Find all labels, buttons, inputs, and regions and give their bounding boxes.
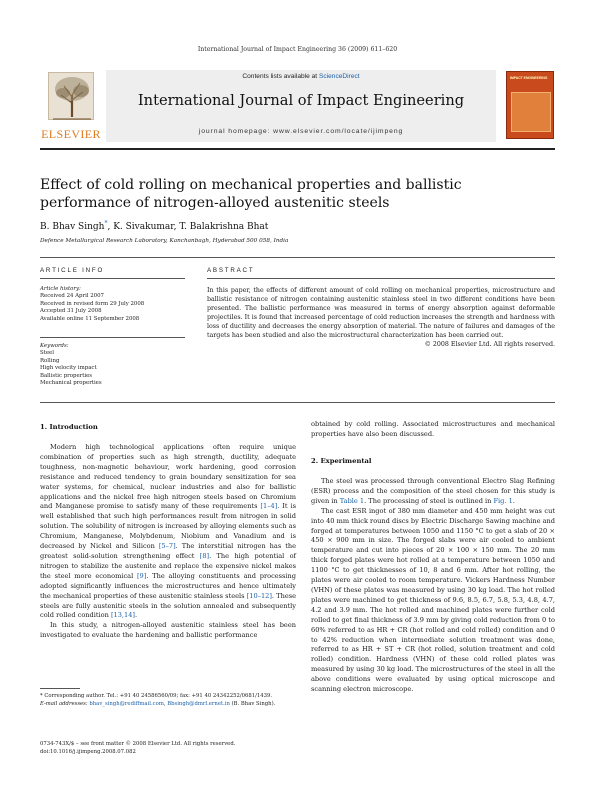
table-link[interactable]: Table 1 xyxy=(339,496,365,505)
citation-link[interactable]: [8] xyxy=(199,551,210,560)
author-rest: , K. Sivakumar, T. Balakrishna Bhat xyxy=(107,222,269,232)
journal-header-box xyxy=(106,70,496,142)
email-addresses: E-mail addresses: bhav_singh@rediffmail.com, Bbsingh@dmrl.ernet.in (B. Bhav Singh). xyxy=(40,700,276,707)
article-history xyxy=(40,286,185,323)
affiliation-rule xyxy=(40,257,555,258)
experimental-paragraph: The steel was processed through conventional Electro Slag Refining (ESR) process and the composition of the steel chosen for this study is given in Table 1. The processing of steel is outlined in Fig. 1. xyxy=(311,477,555,505)
keyword: Steel xyxy=(40,350,54,357)
intro-paragraph: In this study, a nitrogen-alloyed austenitic stainless steel has been investigated to evaluate the hardening and ballistic performance xyxy=(40,621,296,640)
introduction-heading: 1. Introduction xyxy=(40,423,98,431)
issn-line: 0734-743X/$ – see front matter © 2008 Elsevier Ltd. All rights reserved. xyxy=(40,741,236,747)
abstract-body xyxy=(207,286,555,349)
author-list xyxy=(40,220,555,232)
journal-homepage[interactable]: journal homepage: www.elsevier.com/locate/ijimpeng xyxy=(198,128,404,135)
citation-link[interactable]: [9] xyxy=(136,571,147,580)
abstract-rule xyxy=(207,278,555,279)
sciencedirect-link[interactable]: ScienceDirect xyxy=(318,73,360,80)
article-info-rule xyxy=(40,278,185,279)
abstract-copyright: © 2008 Elsevier Ltd. All rights reserved. xyxy=(424,341,555,348)
keyword: High velocity impact xyxy=(40,365,97,372)
abstract-text: In this paper, the effects of different amount of cold rolling on mechanical properties, microstructure and ballistic resistance of nitrogen containing austenitic stainless steel in two different conditions have been presented. The ballistic performance was measured in terms of energy absorption against deformable projectiles. It is found that increased percentage of cold reduction increases the strength and hardness with loss of ductility and decreases the energy absorption of material. The nature of failures and damages of the targets has been studied and also the microstructural characterization has been carried out. xyxy=(207,287,555,339)
publisher-name: ELSEVIER xyxy=(41,127,101,141)
running-head: International Journal of Impact Engineering 36 (2009) 611–620 xyxy=(197,46,398,53)
elsevier-logo[interactable] xyxy=(40,72,102,140)
history-label: Article history: xyxy=(40,286,81,292)
experimental-paragraph: The cast ESR ingot of 380 mm diameter and 450 mm height was cut into 40 mm thick round discs by Electric Discharge Sawing machine and forged at temperatures between 1050 and 1150 °C to get a slab of 20 × 450 × 900 mm in size. The forged slabs were air cooled to ambient temperature and cut into pieces of 20 × 100 × 150 mm. The 20 mm thick forged plates were hot rolled at a temperature between 1050 and 1100 °C to get thicknesses of 10, 8 and 6 mm. After hot rolling, the plates were air cooled to room temperature. Vickers Hardness Number (VHN) of these plates was measured by using 30 kg load. The hot rolled plates were machined to get thickness of 9.6, 8.5, 6.7, 5.8, 5.3, 4.8, 4.7, 4.2 and 3.9 mm. The hot rolled and machined plates were further cold rolled to get final thickness of 3.9 mm by giving cold reduction from 0 to 60% referred to as HR + CR (hot rolled and cold rolled) condition and 0 to 42% reduction when intermediate solution treatment was done, referred to as HR + ST + CR (hot rolled, solution treatment and cold rolled) condition. Hardness (VHN) of these cold rolled plates was measured by using 30 kg load. The microstructures of the steel in all the above conditions were evaluated by using optical microscope and scanning electron microscope. xyxy=(311,506,555,694)
experimental-heading: 2. Experimental xyxy=(311,457,372,465)
corresponding-author-mark[interactable]: * xyxy=(104,220,108,227)
citation-link[interactable]: [1–4] xyxy=(260,502,278,511)
footnote-rule xyxy=(40,688,80,689)
contents-prefix: Contents lists available at xyxy=(242,73,319,80)
abstract-heading: ABSTRACT xyxy=(207,267,255,274)
affiliation: Defence Metallurgical Research Laboratory, Kanchanbagh, Hyderabad 500 058, India xyxy=(40,238,289,244)
email-link[interactable]: Bbsingh@dmrl.ernet.in xyxy=(167,700,230,707)
history-item: Received 24 April 2007 xyxy=(40,293,104,300)
intro-paragraph: Modern high technological applications often require unique combination of properties such as high strength, ductility, adequate toughness, non-magnetic behaviour, work hardening, good corrosion resistance and reduced tendency to grain boundary sensitization for sea water systems, for chemical, nuclear industries and also for ballistic applications and the nickel free high nitrogen steels based on Chromium and Manganese promise to satisfy many of these requirements [1–4]. It is well established that such high performances result from nitrogen in solid solution. The solubility of nitrogen is increased by alloying elements such as Chromium, Manganese, Molybdenum, Niobium and Vanadium and is decreased by Nickel and Silicon [5–7]. The interstitial nitrogen has the greatest solid-solution strengthening effect [8]. The high potential of nitrogen to stabilize the austenite and replace the expensive nickel makes the steel more economical [9]. The alloying constituents and processing adopted significantly influences the microstructures and hence ultimately the mechanical properties of these austenitic stainless steels [10–12]. These steels are fully austenitic steels in the solution annealed and subsequently cold rolled condition [13,14]. xyxy=(40,443,297,620)
cover-title: IMPACT ENGINEERING xyxy=(510,76,548,80)
contents-line xyxy=(106,73,496,80)
history-item: Accepted 31 July 2008 xyxy=(40,308,102,315)
article-info-heading: ARTICLE INFO xyxy=(40,267,105,274)
citation-link[interactable]: [10–12] xyxy=(246,591,272,600)
article-title: Effect of cold rolling on mechanical properties and ballistic performance of nitrogen-alloyed austenitic steels xyxy=(40,177,462,211)
cover-image xyxy=(511,92,551,132)
keyword: Rolling xyxy=(40,357,60,364)
page-footer xyxy=(40,741,296,756)
doi-line[interactable]: doi:10.1016/j.ijimpeng.2008.07.082 xyxy=(40,748,136,755)
keywords-label: Keywords: xyxy=(40,343,69,349)
footnote xyxy=(40,693,296,708)
email-link[interactable]: bhav_singh@rediffmail.com xyxy=(89,700,164,707)
keywords-rule xyxy=(40,337,185,338)
right-column-continuation: obtained by cold rolling. Associated microstructures and mechanical properties have also been discussed. xyxy=(311,420,555,438)
body-rule xyxy=(40,402,555,403)
journal-banner xyxy=(40,70,555,142)
corresponding-author-note: * Corresponding author. Tel.: +91 40 24586560/09; fax: +91 40 24342252/0681/1439. xyxy=(40,693,273,699)
keyword: Mechanical properties xyxy=(40,380,102,387)
history-item: Available online 11 September 2008 xyxy=(40,315,140,322)
elsevier-tree-icon xyxy=(48,72,94,120)
journal-cover-thumbnail[interactable] xyxy=(506,71,554,139)
author-first: B. Bhav Singh xyxy=(40,222,105,232)
keywords xyxy=(40,343,185,387)
citation-link[interactable]: [13,14] xyxy=(110,611,135,620)
citation-link[interactable]: [5–7] xyxy=(158,542,176,551)
experimental-body xyxy=(311,477,555,695)
figure-link[interactable]: Fig. 1 xyxy=(493,496,513,505)
keyword: Ballistic properties xyxy=(40,372,93,379)
introduction-body xyxy=(40,443,296,641)
header-rule xyxy=(40,148,555,150)
history-item: Received in revised form 29 July 2008 xyxy=(40,300,145,307)
journal-name: International Journal of Impact Engineering xyxy=(137,92,465,109)
